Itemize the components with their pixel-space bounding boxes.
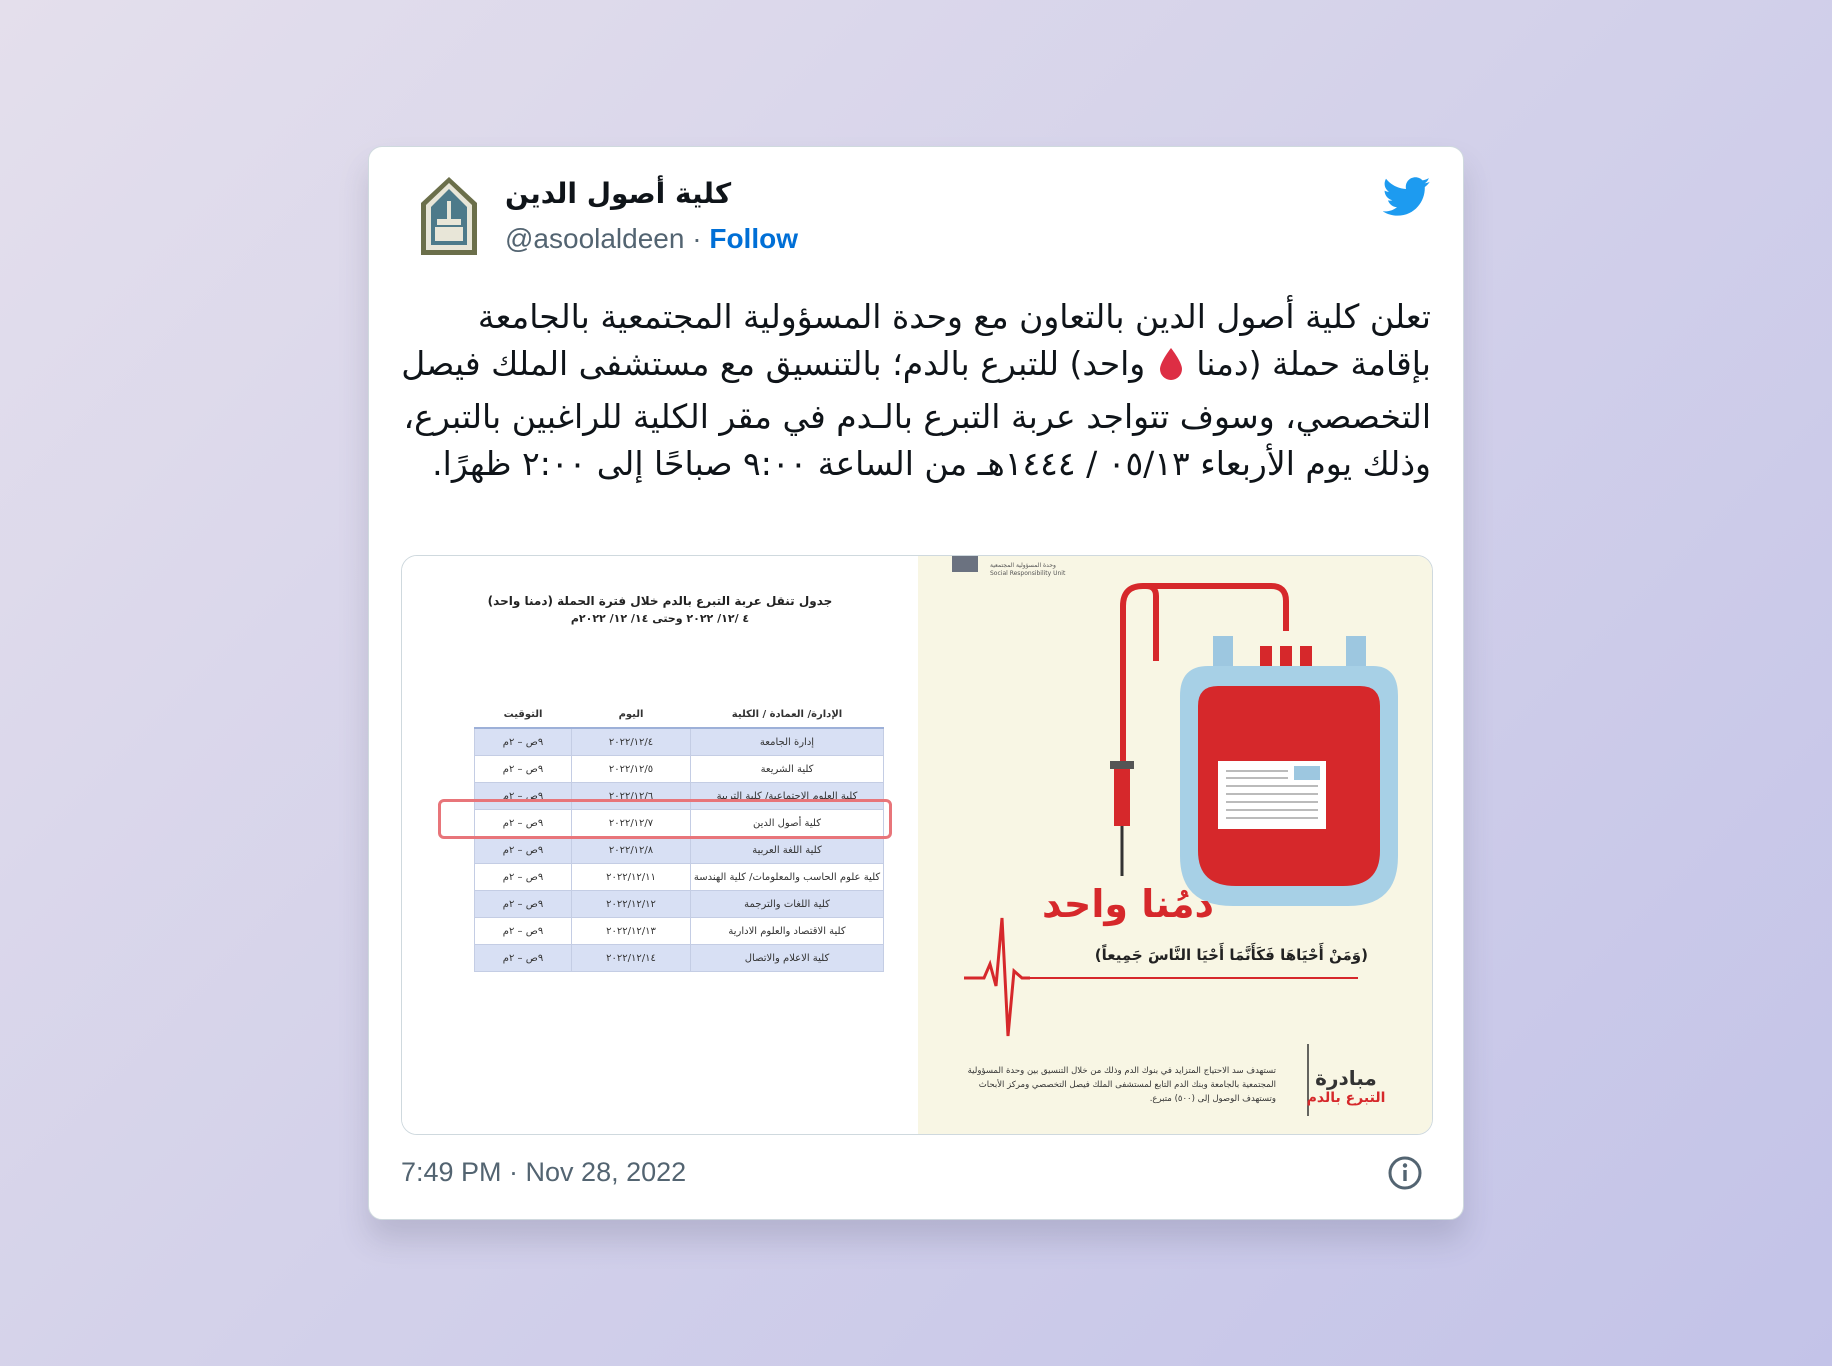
schedule-cell: كلية اللغات والترجمة <box>691 891 884 918</box>
poster-image <box>918 556 1433 1135</box>
schedule-cell: ٩ص – ٢م <box>475 810 572 837</box>
schedule-row <box>475 864 884 891</box>
unit-logo-icon <box>952 556 978 572</box>
unit-name <box>990 562 1065 578</box>
schedule-row <box>475 945 884 972</box>
schedule-image <box>402 556 918 1135</box>
schedule-cell: ٩ص – ٢م <box>475 783 572 810</box>
schedule-title: جدول تنقل عربة التبرع بالدم خلال فترة الحملة (دمنا واحد) <box>487 594 833 608</box>
initiative-badge <box>1294 1066 1398 1106</box>
follow-button[interactable]: Follow <box>709 223 798 254</box>
separator: · <box>692 223 702 254</box>
schedule-cell: ٩ص – ٢م <box>475 918 572 945</box>
blood-bag-illustration <box>918 556 1433 1135</box>
tweet-text <box>401 293 1431 487</box>
tweet-card <box>368 146 1464 1220</box>
tweet-media[interactable] <box>401 555 1433 1135</box>
schedule-row <box>475 837 884 864</box>
schedule-cell: كلية الشريعة <box>691 756 884 783</box>
schedule-cell: إدارة الجامعة <box>691 728 884 756</box>
initiative-name: التبرع بالدم <box>1306 1090 1386 1106</box>
schedule-cell: ٢٠٢٢/١٢/٤ <box>572 728 691 756</box>
handle-row <box>505 223 798 255</box>
schedule-cell: ٩ص – ٢م <box>475 891 572 918</box>
tweet-text-part-2: واحد) للتبرع بالدم؛ بالتنسيق مع مستشفى الملك فيصل التخصصي، وسوف تتواجد عربة التبرع بالـدم في مقر الكلية للراغبين بالتبرع، وذلك يوم الأربعاء ٠٥/١٣ / ١٤٤٤هـ من الساعة ٩:٠٠ صباحًا إلى ٢:٠٠ ظهرًا. <box>401 344 1431 483</box>
schedule-cell: ٢٠٢٢/١٢/٥ <box>572 756 691 783</box>
schedule-cell: ٩ص – ٢م <box>475 864 572 891</box>
quran-verse: (وَمَنْ أَحْيَاهَا فَكَأَنَّمَا أَحْيَا النَّاسَ جَمِيعاً) <box>1094 946 1368 964</box>
university-logo[interactable] <box>417 175 481 259</box>
campaign-slogan: دمُنا واحد <box>1041 882 1215 926</box>
schedule-cell: كلية علوم الحاسب والمعلومات/ كلية الهندسة <box>691 864 884 891</box>
schedule-cell: ٢٠٢٢/١٢/٦ <box>572 783 691 810</box>
schedule-cell: ٢٠٢٢/١٢/١٣ <box>572 918 691 945</box>
poster-footnote: تستهدف سد الاحتياج المتزايد في بنوك الدم وذلك من خلال التنسيق بين وحدة المسؤولية المجتمعية بالجامعة وبنك الدم التابع لمستشفى الملك فيصل التخصصي ومركز الأبحاث وتستهدف الوصول إلى (٥٠٠) متبرع. <box>967 1066 1276 1104</box>
schedule-row <box>475 891 884 918</box>
schedule-header-row <box>475 701 884 728</box>
schedule-cell: كلية أصول الدين <box>691 810 884 837</box>
unit-name-en: Social Responsibility Unit <box>990 570 1066 577</box>
schedule-cell: ٩ص – ٢م <box>475 728 572 756</box>
schedule-cell: كلية الاعلام والاتصال <box>691 945 884 972</box>
schedule-cell: ٩ص – ٢م <box>475 945 572 972</box>
handle[interactable]: @asoolaldeen <box>505 223 685 254</box>
info-icon[interactable] <box>1387 1155 1423 1191</box>
schedule-cell: ٢٠٢٢/١٢/١١ <box>572 864 691 891</box>
unit-name-ar: وحدة المسؤولية المجتمعية <box>990 562 1056 569</box>
schedule-cell: ٢٠٢٢/١٢/١٤ <box>572 945 691 972</box>
initiative-label: مبادرة <box>1315 1066 1377 1090</box>
schedule-cell: ٩ص – ٢م <box>475 756 572 783</box>
schedule-cell: ٢٠٢٢/١٢/٧ <box>572 810 691 837</box>
schedule-cell: ٢٠٢٢/١٢/٨ <box>572 837 691 864</box>
schedule-subtitle: ٤ /١٢/ ٢٠٢٢ وحتى ١٤/ ١٢/ ٢٠٢٢م <box>570 612 750 625</box>
blood-drop-icon <box>1158 346 1184 393</box>
display-name[interactable]: كلية أصول الدين <box>505 177 732 210</box>
schedule-cell: ٩ص – ٢م <box>475 837 572 864</box>
schedule-header: اليوم <box>572 701 691 728</box>
schedule-row <box>475 918 884 945</box>
schedule-header: التوقيت <box>475 701 572 728</box>
tweet-timestamp[interactable]: 7:49 PM · Nov 28, 2022 <box>401 1157 687 1187</box>
schedule-cell: كلية الاقتصاد والعلوم الادارية <box>691 918 884 945</box>
schedule-cell: كلية العلوم الاجتماعية/ كلية التربية <box>691 783 884 810</box>
schedule-row <box>475 756 884 783</box>
schedule-cell: ٢٠٢٢/١٢/١٢ <box>572 891 691 918</box>
twitter-bird-icon[interactable] <box>1383 177 1431 217</box>
tweet-text-part-1: تعلن كلية أصول الدين بالتعاون مع وحدة المسؤولية المجتمعية بالجامعة بإقامة حملة (دمنا <box>477 297 1431 383</box>
schedule-cell: كلية اللغة العربية <box>691 837 884 864</box>
schedule-header: الإدارة/ العمادة / الكلية <box>691 701 884 728</box>
schedule-row <box>475 728 884 756</box>
highlight-box <box>438 799 892 839</box>
